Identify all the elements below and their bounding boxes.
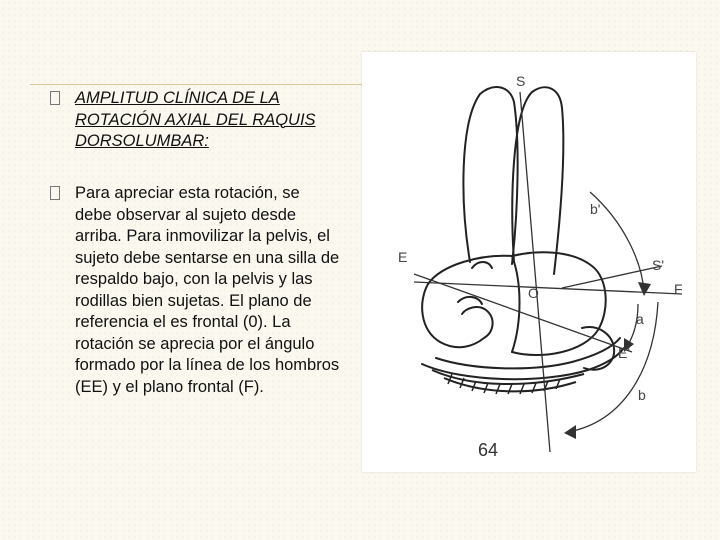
label-b: b bbox=[638, 387, 646, 403]
head-contour bbox=[458, 297, 482, 304]
collar-shape bbox=[472, 262, 492, 268]
bullet-marker bbox=[50, 91, 60, 105]
left-thigh-shape bbox=[463, 87, 517, 264]
label-o: O bbox=[528, 285, 539, 301]
right-thigh-shape bbox=[512, 87, 563, 274]
chair-seat-curve bbox=[436, 338, 620, 368]
torso-outline bbox=[428, 252, 606, 355]
label-s-prime: S' bbox=[652, 257, 665, 273]
label-a: a bbox=[636, 311, 644, 327]
sagittal-axis bbox=[520, 92, 550, 452]
anatomical-figure bbox=[362, 52, 696, 472]
bullet-marker bbox=[50, 186, 60, 200]
figure-page-number: 64 bbox=[478, 440, 499, 460]
torso-midline bbox=[512, 256, 520, 352]
slide-heading: AMPLITUD CLÍNICA DE LA ROTACIÓN AXIAL DEL RAQUIS DORSOLUMBAR: bbox=[75, 89, 316, 150]
right-shoulder-shape bbox=[582, 327, 614, 370]
shoulder-line bbox=[414, 274, 632, 352]
label-e: E bbox=[398, 249, 408, 265]
label-f: F bbox=[674, 281, 683, 297]
body-paragraph: Para apreciar esta rotación, se debe observar al sujeto desde arriba. Para inmovilizar la pelvis, el sujeto debe sentarse en una silla de respaldo bajo, con la pelvis y las rodillas bien sujetas. El plano de referencia el es frontal (0). La rotación se aprecia por el ángulo formado por la línea de los hombros (EE) y el plano frontal (F). bbox=[75, 184, 340, 396]
arc-b bbox=[568, 302, 658, 432]
rotation-diagram bbox=[362, 52, 696, 472]
label-b-prime: b' bbox=[590, 201, 601, 217]
label-s: S bbox=[516, 73, 526, 89]
label-e-prime: E' bbox=[618, 345, 631, 361]
left-shoulder-shape bbox=[422, 284, 492, 347]
